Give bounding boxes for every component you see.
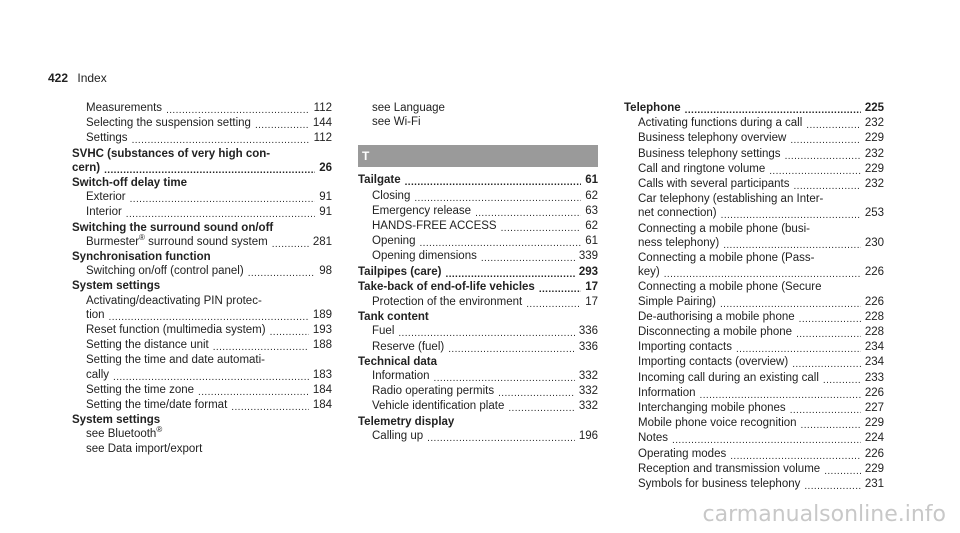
page-ref: 112 — [313, 102, 332, 114]
dot-leader — [792, 357, 861, 372]
entry-text: Reset function (multimedia system) — [86, 324, 266, 337]
index-subentry — [358, 249, 598, 264]
page-ref: 196 — [578, 429, 598, 442]
entry-text: Importing contacts (overview) — [638, 356, 789, 369]
index-subentry — [358, 219, 598, 234]
page-ref: 253 — [864, 207, 884, 220]
index-continuation: see Bluetooth® — [86, 425, 163, 441]
index-subentry — [624, 355, 884, 370]
index-entry — [72, 161, 332, 176]
index-subentry — [624, 206, 884, 221]
page-ref: 229 — [864, 162, 884, 175]
index-subentry — [358, 324, 598, 339]
page-ref: 229 — [864, 417, 884, 430]
entry-text: Call and ringtone volume — [638, 162, 766, 175]
dot-leader — [720, 297, 861, 312]
col2-entries — [358, 173, 598, 444]
entry-text: Simple Pairing) — [638, 295, 716, 308]
entry-text: Burmester® surround sound system — [86, 233, 268, 248]
index-subentry — [72, 368, 332, 383]
index-subentry — [358, 369, 598, 384]
page-ref: 229 — [864, 462, 884, 475]
entry-text: Tailpipes (care) — [358, 265, 442, 278]
index-subentry — [624, 431, 884, 446]
dot-leader — [804, 479, 860, 494]
index-subentry — [72, 398, 332, 413]
entry-text: De-authorising a mobile phone — [638, 310, 795, 323]
page-ref: 193 — [312, 324, 332, 337]
index-heading: Technical data — [358, 355, 438, 368]
index-subentry — [72, 235, 332, 250]
col2-continuation — [358, 101, 598, 129]
page-ref: 234 — [864, 356, 884, 369]
dot-leader — [685, 103, 861, 118]
index-continuation: see Language — [372, 102, 445, 114]
index-heading: Switching the surround sound on/off — [72, 221, 274, 234]
watermark: carmanualsonline.info — [702, 502, 946, 527]
dot-leader — [785, 149, 861, 164]
page-ref: 234 — [864, 341, 884, 354]
entry-text: Take-back of end-of-life vehicles — [358, 280, 535, 293]
page-ref: 293 — [578, 265, 598, 278]
page-ref: 232 — [864, 117, 884, 130]
page-ref: 228 — [864, 310, 884, 323]
index-column-3 — [624, 101, 884, 492]
index-entry — [358, 265, 598, 280]
section-label: Index — [77, 71, 107, 85]
dot-leader — [255, 118, 309, 133]
dot-leader — [198, 385, 309, 400]
dot-leader — [498, 386, 575, 401]
page-ref: 232 — [864, 147, 884, 160]
index-heading: System settings — [72, 414, 161, 427]
dot-leader — [790, 133, 861, 148]
index-heading: Synchronisation function — [72, 251, 211, 264]
entry-text: Activating functions during a call — [638, 117, 803, 130]
dot-leader — [405, 175, 582, 190]
index-subentry — [72, 323, 332, 338]
index-subentry — [72, 190, 332, 205]
index-entry — [358, 173, 598, 188]
index-continuation: Connecting a mobile phone (Secure — [638, 281, 822, 294]
entry-text: net connection) — [638, 207, 717, 220]
entry-text: Telephone — [624, 102, 681, 114]
index-subentry — [358, 384, 598, 399]
index-column-1 — [72, 101, 332, 456]
page-ref: 62 — [585, 189, 598, 202]
page-ref: 184 — [312, 399, 332, 412]
entry-text: Operating modes — [638, 447, 727, 460]
dot-leader — [824, 464, 861, 479]
dot-leader — [427, 431, 575, 446]
entry-text: Selecting the suspension setting — [86, 117, 251, 130]
index-subentry — [358, 340, 598, 355]
page-ref: 332 — [578, 370, 598, 383]
dot-leader — [801, 418, 861, 433]
page-ref: 281 — [312, 235, 332, 248]
dot-leader — [113, 370, 309, 385]
page-ref: 17 — [585, 280, 598, 293]
index-subentry — [624, 386, 884, 401]
entry-text: key) — [638, 266, 660, 279]
entry-text: Exterior — [86, 191, 126, 204]
page-ref: 188 — [312, 339, 332, 352]
entry-text: Closing — [372, 189, 411, 202]
entry-text: Calling up — [372, 429, 424, 442]
index-subentry — [624, 462, 884, 477]
dot-leader — [414, 191, 581, 206]
dot-leader — [796, 327, 861, 342]
index-heading: Tank content — [358, 311, 429, 324]
dot-leader — [501, 221, 582, 236]
dot-leader — [132, 133, 310, 148]
dot-leader — [799, 312, 861, 327]
index-continuation: Activating/deactivating PIN protec- — [86, 294, 262, 307]
page-ref: 91 — [319, 206, 332, 219]
index-continuation: see Wi-Fi — [372, 116, 421, 129]
page-ref: 230 — [864, 236, 884, 249]
index-subentry — [358, 429, 598, 444]
entry-text: Interchanging mobile phones — [638, 402, 786, 415]
section-letter-header: T — [358, 145, 598, 167]
index-entry — [624, 101, 884, 116]
dot-leader — [419, 236, 581, 251]
dot-leader — [213, 340, 309, 355]
page-ref: 227 — [864, 402, 884, 415]
index-subentry — [358, 204, 598, 219]
entry-text: Settings — [86, 132, 128, 145]
dot-leader — [126, 207, 315, 222]
page-ref: 336 — [578, 325, 598, 338]
entry-text: Notes — [638, 432, 669, 445]
dot-leader — [793, 179, 860, 194]
index-subentry — [624, 116, 884, 131]
index-subentry — [72, 131, 332, 146]
page-number: 422 — [48, 71, 69, 85]
entry-text: Vehicle identification plate — [372, 400, 505, 413]
dot-leader — [434, 371, 575, 386]
index-subentry — [72, 264, 332, 279]
entry-text: Reserve (fuel) — [372, 340, 445, 353]
page-ref: 332 — [578, 385, 598, 398]
page-ref: 144 — [312, 117, 332, 130]
page-ref: 226 — [864, 266, 884, 279]
entry-text: HANDS-FREE ACCESS — [372, 220, 497, 233]
page-ref: 232 — [864, 178, 884, 191]
entry-text: Fuel — [372, 325, 395, 338]
entry-text: Radio operating permits — [372, 385, 495, 398]
dot-leader — [166, 103, 310, 118]
dot-leader — [508, 401, 574, 416]
page-ref: 63 — [585, 204, 598, 217]
page-header — [48, 71, 107, 85]
dot-leader — [769, 164, 861, 179]
index-subentry — [624, 236, 884, 251]
page-ref: 233 — [864, 371, 884, 384]
entry-text: Protection of the environment — [372, 296, 523, 309]
page-ref: 112 — [313, 132, 332, 145]
dot-leader — [664, 267, 861, 282]
page-ref: 224 — [864, 432, 884, 445]
index-subentry — [72, 205, 332, 220]
page-ref: 231 — [864, 478, 884, 491]
dot-leader — [806, 118, 861, 133]
index-continuation: Connecting a mobile phone (busi- — [638, 222, 810, 235]
index-continuation: Connecting a mobile phone (Pass- — [638, 252, 815, 265]
dot-leader — [446, 267, 575, 282]
entry-text: Symbols for business telephony — [638, 478, 801, 491]
index-subentry — [624, 371, 884, 386]
entry-text: Emergency release — [372, 204, 472, 217]
page-ref: 229 — [864, 132, 884, 145]
index-subentry — [624, 162, 884, 177]
entry-text: Disconnecting a mobile phone — [638, 326, 793, 339]
dot-leader — [539, 282, 581, 297]
index-subentry — [624, 477, 884, 492]
entry-text: Business telephony settings — [638, 147, 781, 160]
page-ref: 226 — [864, 386, 884, 399]
entry-text: Opening dimensions — [372, 250, 477, 263]
index-subentry — [624, 265, 884, 280]
entry-text: Setting the distance unit — [86, 339, 209, 352]
dot-leader — [270, 325, 309, 340]
dot-leader — [448, 342, 575, 357]
index-subentry — [624, 401, 884, 416]
dot-leader — [248, 266, 316, 281]
entry-text: Tailgate — [358, 174, 401, 187]
entry-text: cern) — [72, 161, 101, 174]
index-heading: SVHC (substances of very high con- — [72, 147, 271, 160]
index-subentry — [72, 383, 332, 398]
dot-leader — [526, 297, 581, 312]
index-subentry — [358, 189, 598, 204]
page-ref: 226 — [864, 295, 884, 308]
page-ref: 189 — [312, 308, 332, 321]
entry-text: Measurements — [86, 102, 163, 114]
index-continuation: Car telephony (establishing an Inter- — [638, 193, 824, 206]
index-heading: Telemetry display — [358, 415, 455, 428]
index-subentry — [624, 325, 884, 340]
page-ref: 61 — [585, 174, 598, 187]
entry-text: ness telephony) — [638, 236, 720, 249]
page-ref: 98 — [319, 265, 332, 278]
page-ref: 228 — [864, 326, 884, 339]
entry-text: Opening — [372, 235, 416, 248]
index-subentry — [72, 116, 332, 131]
page-ref: 91 — [319, 191, 332, 204]
entry-text: Incoming call during an existing call — [638, 371, 819, 384]
dot-leader — [730, 449, 861, 464]
index-column-2 — [358, 101, 598, 444]
index-subentry — [72, 101, 332, 116]
dot-leader — [231, 400, 309, 415]
page-ref: 26 — [319, 161, 332, 174]
entry-text: Business telephony overview — [638, 132, 787, 145]
entry-text: tion — [86, 308, 105, 321]
index-subentry — [624, 447, 884, 462]
index-subentry — [72, 308, 332, 323]
entry-text: Interior — [86, 206, 122, 219]
dot-leader — [721, 208, 861, 223]
dot-leader — [823, 373, 861, 388]
index-subentry — [358, 399, 598, 414]
index-subentry — [624, 131, 884, 146]
dot-leader — [109, 310, 309, 325]
index-subentry — [358, 234, 598, 249]
entry-text: Setting the time/date format — [86, 399, 228, 412]
dot-leader — [790, 403, 861, 418]
dot-leader — [398, 326, 574, 341]
index-subentry — [624, 295, 884, 310]
entry-text: Mobile phone voice recognition — [638, 417, 797, 430]
index-subentry — [624, 177, 884, 192]
dot-leader — [723, 238, 861, 253]
dot-leader — [736, 342, 861, 357]
entry-text: Information — [372, 370, 430, 383]
entry-text: Calls with several participants — [638, 178, 790, 191]
dot-leader — [672, 433, 861, 448]
page-ref: 183 — [312, 368, 332, 381]
index-heading: Switch-off delay time — [72, 177, 188, 190]
page-ref: 61 — [585, 235, 598, 248]
page-ref: 332 — [578, 400, 598, 413]
dot-leader — [481, 251, 575, 266]
entry-text: Setting the time zone — [86, 383, 195, 396]
dot-leader — [272, 237, 309, 252]
index-subentry — [624, 147, 884, 162]
entry-text: Importing contacts — [638, 341, 732, 354]
entry-text: Information — [638, 386, 696, 399]
page-ref: 17 — [585, 296, 598, 309]
index-subentry — [624, 310, 884, 325]
index-subentry — [624, 416, 884, 431]
dot-leader — [475, 206, 581, 221]
page-ref: 184 — [312, 383, 332, 396]
dot-leader — [104, 163, 315, 178]
entry-text: Reception and transmission volume — [638, 462, 821, 475]
index-entry — [358, 280, 598, 295]
page-ref: 339 — [578, 250, 598, 263]
index-continuation: Setting the time and date automati- — [86, 354, 265, 367]
entry-text: Switching on/off (control panel) — [86, 265, 244, 278]
page-ref: 336 — [578, 340, 598, 353]
entry-text: cally — [86, 368, 110, 381]
index-subentry — [624, 340, 884, 355]
page-ref: 226 — [864, 447, 884, 460]
index-heading: System settings — [72, 280, 161, 293]
page-ref: 225 — [864, 102, 884, 114]
page-ref: 62 — [585, 220, 598, 233]
dot-leader — [700, 388, 861, 403]
index-subentry — [72, 338, 332, 353]
index-continuation: see Data import/export — [86, 442, 203, 455]
index-subentry — [358, 295, 598, 310]
dot-leader — [130, 192, 316, 207]
